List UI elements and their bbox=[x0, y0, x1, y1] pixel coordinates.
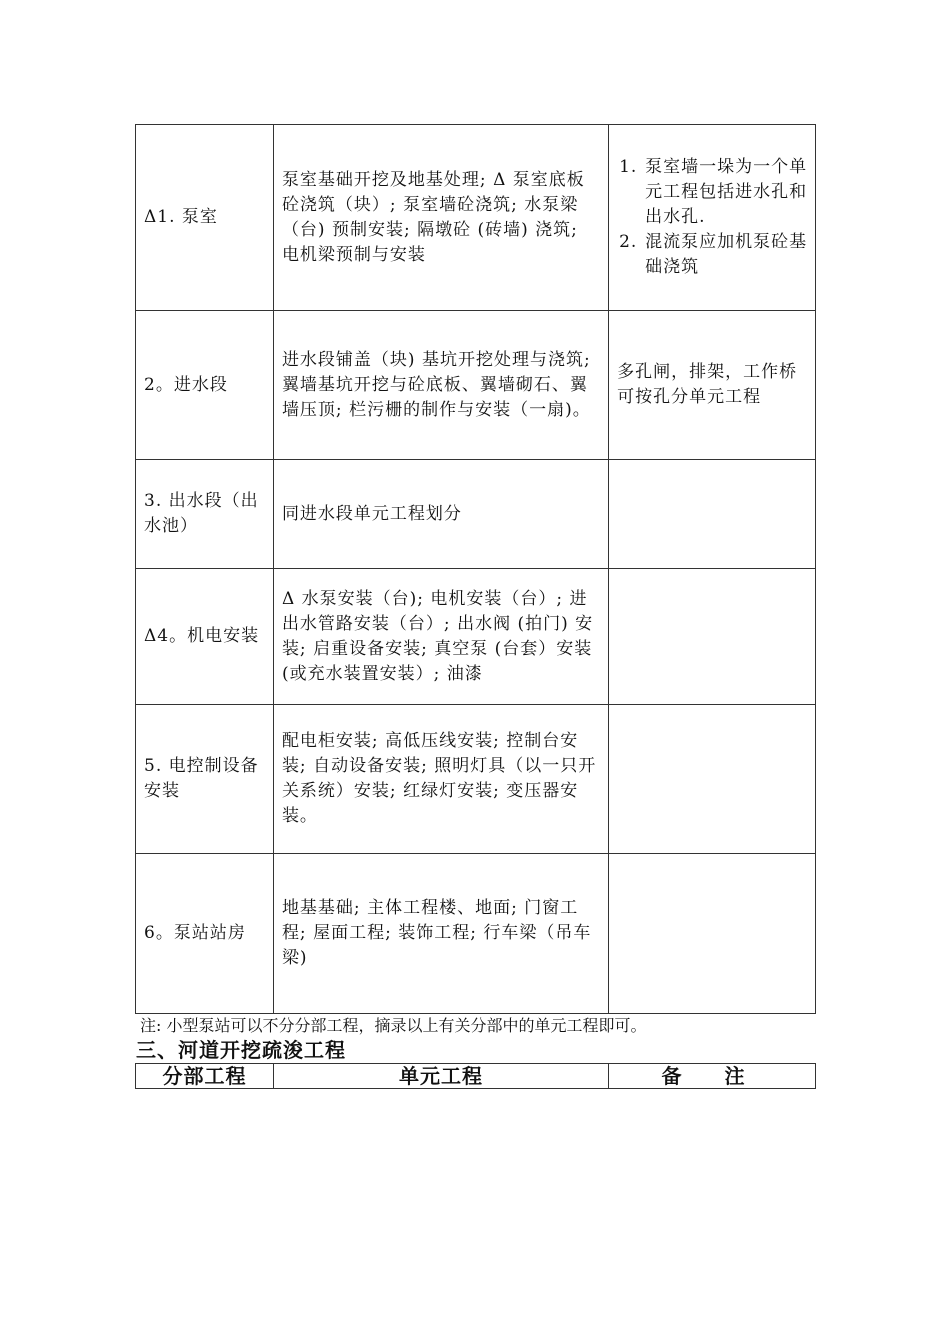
river-dredging-table-header bbox=[135, 1063, 816, 1089]
header-row bbox=[136, 1064, 816, 1089]
list-item bbox=[615, 155, 809, 230]
units-cell: 泵室基础开挖及地基处理; Δ 泵室底板砼浇筑（块）; 泵室墙砼浇筑; 水泵梁（台) 预制安装; 隔墩砼 (砖墙) 浇筑; 电机梁预制与安装 bbox=[273, 125, 608, 311]
units-cell: 地基基础; 主体工程楼、地面; 门窗工程; 屋面工程; 装饰工程; 行车梁（吊车梁) bbox=[273, 854, 608, 1014]
list-number: 2. bbox=[619, 232, 638, 252]
remarks-cell bbox=[609, 854, 816, 1014]
part-cell: 6。泵站站房 bbox=[136, 854, 274, 1014]
table-footnote: 注: 小型泵站可以不分分部工程，摘录以上有关分部中的单元工程即可。 bbox=[140, 1016, 647, 1035]
list-text: 泵室墙一垛为一个单元工程包括进水孔和出水孔. bbox=[645, 157, 808, 227]
table-row bbox=[136, 705, 816, 854]
part-cell: Δ1. 泵室 bbox=[136, 125, 274, 311]
remarks-cell bbox=[609, 125, 816, 311]
header-remark: 备 注 bbox=[609, 1064, 816, 1089]
pump-station-division-table bbox=[135, 124, 816, 1014]
part-cell: 2。进水段 bbox=[136, 311, 274, 460]
list-text: 混流泵应加机泵砼基础浇筑 bbox=[645, 232, 808, 277]
remarks-cell: 多孔闸，排架，工作桥可按孔分单元工程 bbox=[609, 311, 816, 460]
remarks-cell bbox=[609, 705, 816, 854]
remarks-cell bbox=[609, 569, 816, 705]
units-cell: 进水段铺盖（块) 基坑开挖处理与浇筑; 翼墙基坑开挖与砼底板、翼墙砌石、翼墙压顶; 栏污栅的制作与安装（一扇)。 bbox=[273, 311, 608, 460]
table-row bbox=[136, 854, 816, 1014]
table-row bbox=[136, 125, 816, 311]
units-cell: Δ 水泵安装（台); 电机安装（台）; 进出水管路安装（台）; 出水阀 (拍门) 安装; 启重设备安装; 真空泵 (台套）安装 (或充水装置安装）; 油漆 bbox=[273, 569, 608, 705]
list-number: 1. bbox=[619, 157, 638, 177]
remarks-cell bbox=[609, 460, 816, 569]
part-cell: 5. 电控制设备安装 bbox=[136, 705, 274, 854]
header-part: 分部工程 bbox=[136, 1064, 274, 1089]
units-cell: 配电柜安装; 高低压线安装; 控制台安装; 自动设备安装; 照明灯具（以一只开关系统）安装; 红绿灯安装; 变压器安装。 bbox=[273, 705, 608, 854]
table-row bbox=[136, 569, 816, 705]
part-cell: 3. 出水段（出水池） bbox=[136, 460, 274, 569]
header-unit: 单元工程 bbox=[273, 1064, 608, 1089]
units-cell: 同进水段单元工程划分 bbox=[273, 460, 608, 569]
part-cell: Δ4。机电安装 bbox=[136, 569, 274, 705]
section-heading: 三、河道开挖疏浚工程 bbox=[136, 1038, 346, 1062]
table-row bbox=[136, 460, 816, 569]
list-item bbox=[615, 230, 809, 280]
remarks-list bbox=[615, 155, 809, 280]
table-row bbox=[136, 311, 816, 460]
